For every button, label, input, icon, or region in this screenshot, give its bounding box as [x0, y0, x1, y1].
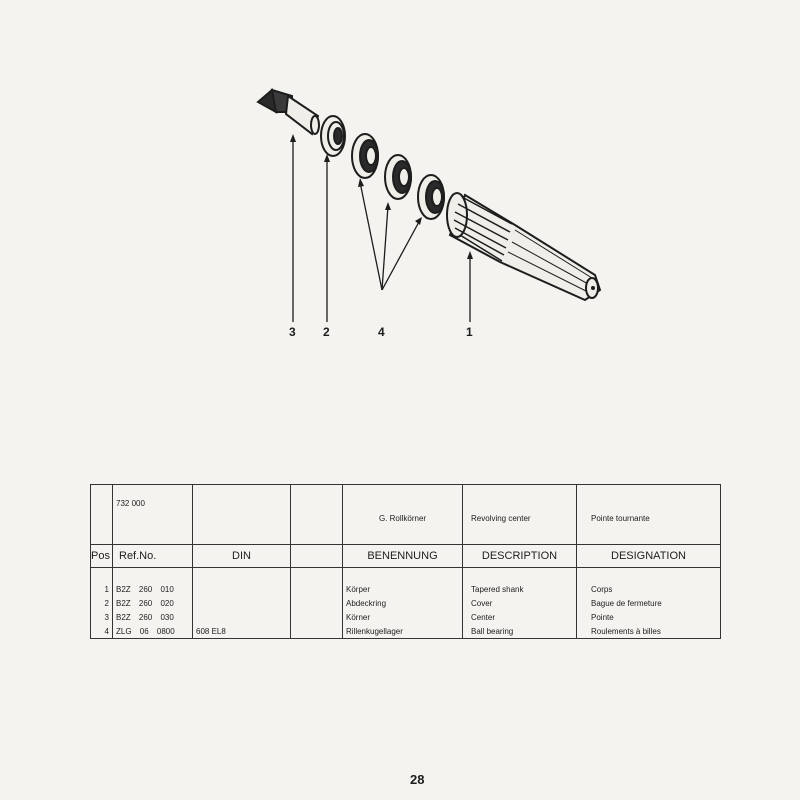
table-row: 4 ZLG 06 0800 608 EL8 Rillenkugellager Ball bearing Roulements à billes: [91, 624, 721, 639]
title-de: G. Rollkörner: [343, 485, 463, 545]
header-description: DESCRIPTION: [463, 545, 577, 568]
table-header-row: [91, 545, 721, 568]
table-row: 1 B2Z 260 010 Körper Tapered shank Corps: [91, 582, 721, 596]
table-title-row: [91, 485, 721, 545]
header-benennung: BENENNUNG: [343, 545, 463, 568]
header-designation: DESIGNATION: [577, 545, 721, 568]
header-pos: Pos: [91, 545, 113, 568]
group-number: 732 000: [113, 485, 193, 545]
callout-1: 1: [466, 325, 473, 339]
ball-bearing-part: [352, 134, 378, 178]
title-en: Revolving center: [463, 485, 577, 545]
center-point-part: [258, 90, 319, 134]
callout-3: 3: [289, 325, 296, 339]
ball-bearing-part: [418, 175, 444, 219]
cover-ring-part: [321, 116, 345, 156]
title-fr: Pointe tournante: [577, 485, 721, 545]
page-number: 28: [410, 772, 425, 787]
callout-2: 2: [323, 325, 330, 339]
ball-bearing-part: [385, 155, 411, 199]
table-row: 2 B2Z 260 020 Abdeckring Cover Bague de fermeture: [91, 596, 721, 610]
leader-lines: [293, 138, 470, 322]
callout-4: 4: [378, 325, 385, 339]
header-ref-no: Ref.No.: [113, 545, 193, 568]
table-row: 3 B2Z 260 030 Körner Center Pointe: [91, 610, 721, 624]
parts-table: [90, 484, 721, 639]
header-din: DIN: [193, 545, 291, 568]
leader-arrowheads: [290, 134, 473, 259]
